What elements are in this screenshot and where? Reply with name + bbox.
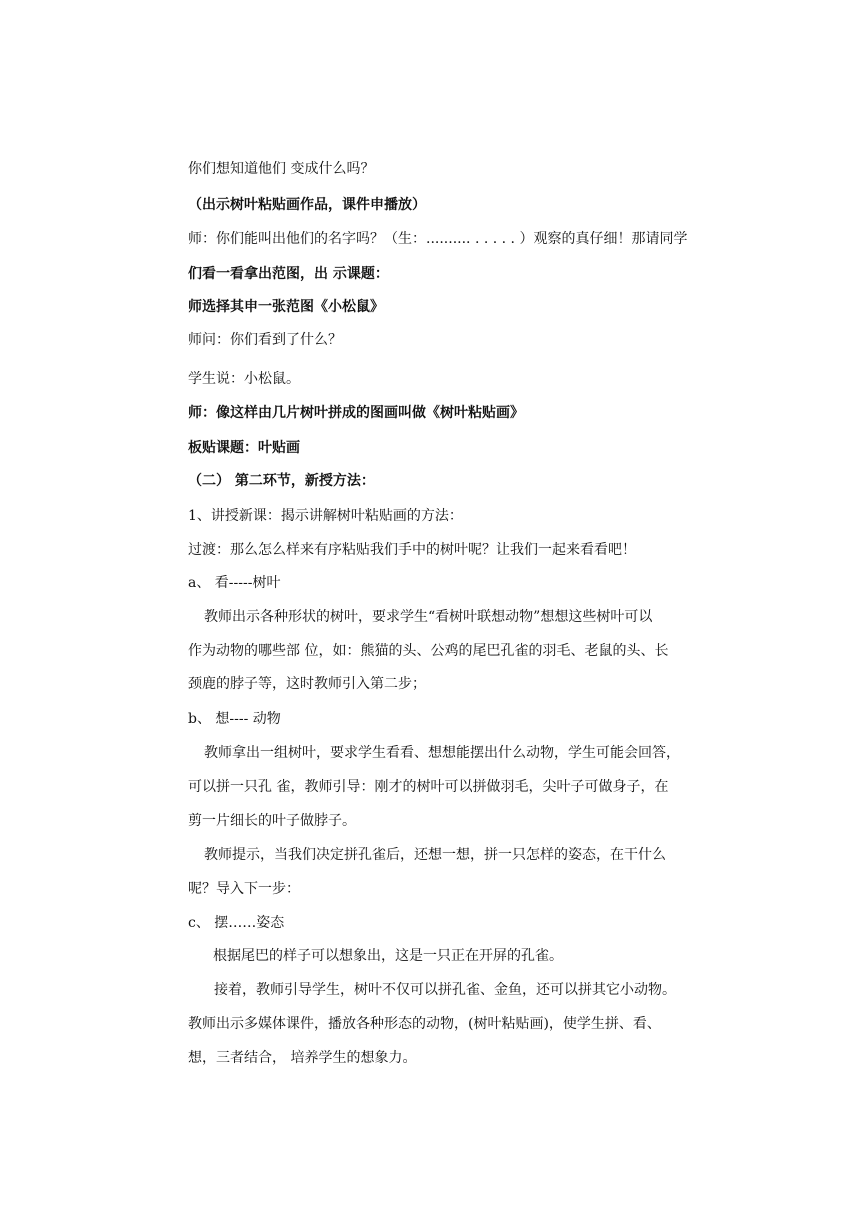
text-line-2: （出示树叶粘贴画作品，课件申播放） [188,197,426,213]
text-line-9: 板贴课题：叶贴画 [188,440,300,456]
text-line-12: 过渡：那么怎么样来有序粘贴我们手中的树叶呢？让我们一起来看看吧！ [188,542,636,558]
text-line-10: （二） 第二环节，新授方法： [188,473,375,489]
text-line-23: c、 摆……姿态 [188,915,285,931]
text-line-21: 教师提示，当我们决定拼孔雀后，还想一想，拼一只怎样的姿态，在干什么 [204,847,666,863]
text-line-5: 师选择其申一张范图《小松鼠》 [188,299,384,315]
text-line-25: 接着，教师引导学生，树叶不仅可以拼孔雀、金鱼，还可以拼其它小动物。 [214,982,676,998]
text-line-4: 们看一看拿出范图，出 示课题： [188,266,389,282]
text-line-3: 师：你们能叫出他们的名字吗？（生：.......... . . . . . ）观察的真仔细！那请同学 [188,231,688,247]
text-line-24: 根据尾巴的样子可以想象出，这是一只正在开屏的孔雀。 [213,948,563,964]
text-line-26: 教师出示多媒体课件，播放各种形态的动物，(树叶粘贴画)，使学生拼、看、 [188,1016,661,1032]
text-line-27: 想，三者结合， 培养学生的想象力。 [188,1050,417,1066]
text-line-20: 剪一片细长的叶子做脖子。 [188,813,356,829]
text-line-1: 你们想知道他们 变成什么吗？ [188,161,375,177]
text-line-8: 师：像这样由几片树叶拼成的图画叫做《树叶粘贴画》 [188,405,524,421]
text-line-17: b、 想---- 动物 [188,711,281,727]
text-line-15: 作为动物的哪些部 位，如：熊猫的头、公鸡的尾巴孔雀的羽毛、老鼠的头、长 [188,643,669,659]
text-line-19: 可以拼一只孔 雀，教师引导：刚才的树叶可以拼做羽毛，尖叶子可做身子，在 [188,779,669,795]
text-line-16: 颈鹿的脖子等，这时教师引入第二步； [188,676,426,692]
text-line-13: a、 看-----树叶 [188,575,281,591]
text-line-14: 教师出示各种形状的树叶，要求学生“看树叶联想动物”想想这些树叶可以 [204,609,653,625]
text-line-11: 1、讲授新课：揭示讲解树叶粘贴画的方法： [188,508,463,524]
text-line-18: 教师拿出一组树叶，要求学生看看、想想能摆出什么动物，学生可能会回答， [204,745,680,761]
text-line-22: 呢？导入下一步： [188,881,300,897]
text-line-7: 学生说：小松鼠。 [188,371,300,387]
text-line-6: 师问：你们看到了什么？ [188,332,342,348]
